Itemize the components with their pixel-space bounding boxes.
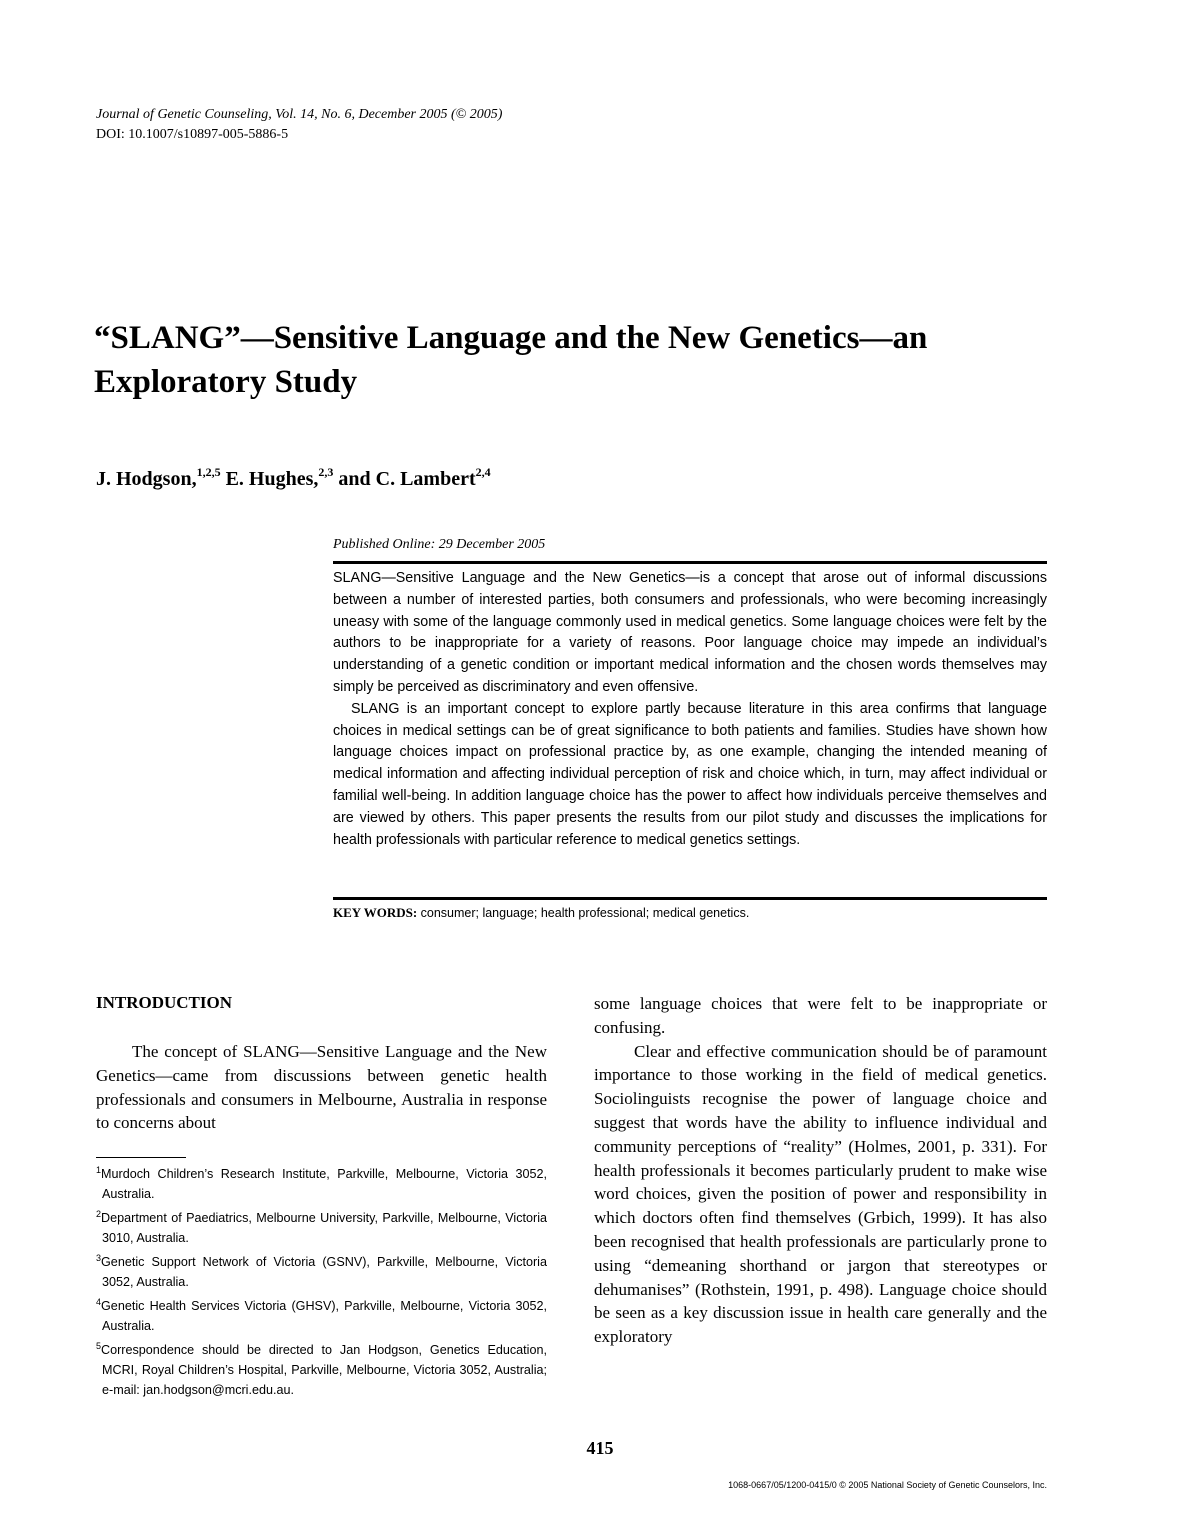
footnote-mark: 4: [96, 1297, 102, 1307]
footnote-text: Genetic Health Services Victoria (GHSV), Parkville, Melbourne, Victoria 3052, Australia.: [101, 1299, 547, 1333]
author-name: E. Hughes,: [220, 468, 319, 490]
footnote-rule: [96, 1157, 186, 1158]
journal-citation: Journal of Genetic Counseling, Vol. 14, No. 6, December 2005 (© 2005): [96, 107, 503, 122]
section-heading: INTRODUCTION: [96, 993, 233, 1012]
abstract-top-rule: [333, 561, 1047, 564]
footnotes: [96, 1160, 547, 1400]
page-number: 415: [586, 1438, 614, 1458]
footnote-mark: 5: [96, 1341, 102, 1351]
body-paragraph: some language choices that were felt to be inappropriate or confusing.: [594, 994, 1047, 1037]
keywords-list: consumer; language; health professional; medical genetics.: [417, 906, 750, 920]
published-online: Published Online: 29 December 2005: [333, 537, 546, 552]
abstract: [333, 568, 1047, 851]
footnote-mark: 1: [96, 1165, 102, 1175]
footnote-text: Genetic Support Network of Victoria (GSNV), Parkville, Melbourne, Victoria 3052, Australia.: [101, 1255, 547, 1289]
footnote: [96, 1336, 547, 1400]
footnote: [96, 1248, 547, 1292]
author-list: [96, 458, 491, 493]
abstract-paragraph: SLANG is an important concept to explore partly because literature in this area confirms that language choices in medical settings can be of great significance to both patients and families. Studies have shown how language choices impact on professional practice by, as one example, changing the intended meaning of medical information and affecting individual perception of risk and choice which, in turn, may affect individual or familial well-being. In addition language choice has the power to affect how individuals perceive themselves and are viewed by others. This paper presents the results from our pilot study and discusses the implications for health professionals with particular reference to medical genetics settings.: [333, 700, 1047, 848]
copyright-line: 1068-0667/05/1200-0415/0 © 2005 National Society of Genetic Counselors, Inc.: [728, 1480, 1047, 1490]
body-paragraph: The concept of SLANG—Sensitive Language and the New Genetics—came from discussions between genetic health professionals and consumers in Melbourne, Australia in response to concerns about: [96, 1042, 547, 1133]
footnote-text: Department of Paediatrics, Melbourne University, Parkville, Melbourne, Victoria 3010, Australia.: [101, 1211, 547, 1245]
footnote: [96, 1292, 547, 1336]
abstract-bottom-rule: [333, 897, 1047, 900]
keywords: [333, 904, 749, 922]
footnote-mark: 3: [96, 1253, 102, 1263]
footnote: [96, 1204, 547, 1248]
right-column: [594, 992, 1047, 1349]
author-affiliation: 2,3: [318, 465, 334, 479]
author-affiliation: 2,4: [475, 465, 491, 479]
keywords-label: KEY WORDS:: [333, 905, 418, 920]
abstract-paragraph: SLANG—Sensitive Language and the New Genetics—is a concept that arose out of informal discussions between a number of interested parties, both consumers and professionals, who were becoming increasingly uneasy with some of the language commonly used in medical genetics. Some language choices were felt by the authors to be inappropriate for a variety of reasons. Poor language choice may impede an individual’s understanding of a genetic condition or important medical information and the chosen words themselves may simply be perceived as discriminatory and even offensive.: [333, 570, 1047, 695]
article-title: “SLANG”—Sensitive Language and the New Genetics—an Exploratory Study: [94, 320, 928, 400]
doi: DOI: 10.1007/s10897-005-5886-5: [96, 127, 289, 142]
footnote-mark: 2: [96, 1209, 102, 1219]
author-affiliation: 1,2,5: [196, 465, 221, 479]
body-paragraph: Clear and effective communication should be of paramount importance to those working in the field of medical genetics. Sociolinguists recognise the power of language choice and suggest that words have the ability to influence individual and community perceptions of “reality” (Holmes, 2001, p. 331). For health professionals it becomes particularly prudent to make wise word choices, given the position of power and responsibility in which doctors often find themselves (Grbich, 1999). It has also been recognised that health professionals are particularly prone to using “demeaning shorthand or jargon that stereotypes or dehumanises” (Rothstein, 1991, p. 498). Language choice should be seen as a key discussion issue in health care generally and the exploratory: [594, 1041, 1047, 1347]
author-name: J. Hodgson,: [96, 468, 197, 490]
author-name: and C. Lambert: [333, 468, 476, 490]
footnote-text: Murdoch Children’s Research Institute, Parkville, Melbourne, Victoria 3052, Australia.: [101, 1167, 547, 1201]
footnote: [96, 1160, 547, 1204]
footnote-text: Correspondence should be directed to Jan Hodgson, Genetics Education, MCRI, Royal Children’s Hospital, Parkville, Melbourne, Victoria 3052, Australia; e-mail: jan.hodgson@mcri.edu.au.: [101, 1343, 547, 1397]
